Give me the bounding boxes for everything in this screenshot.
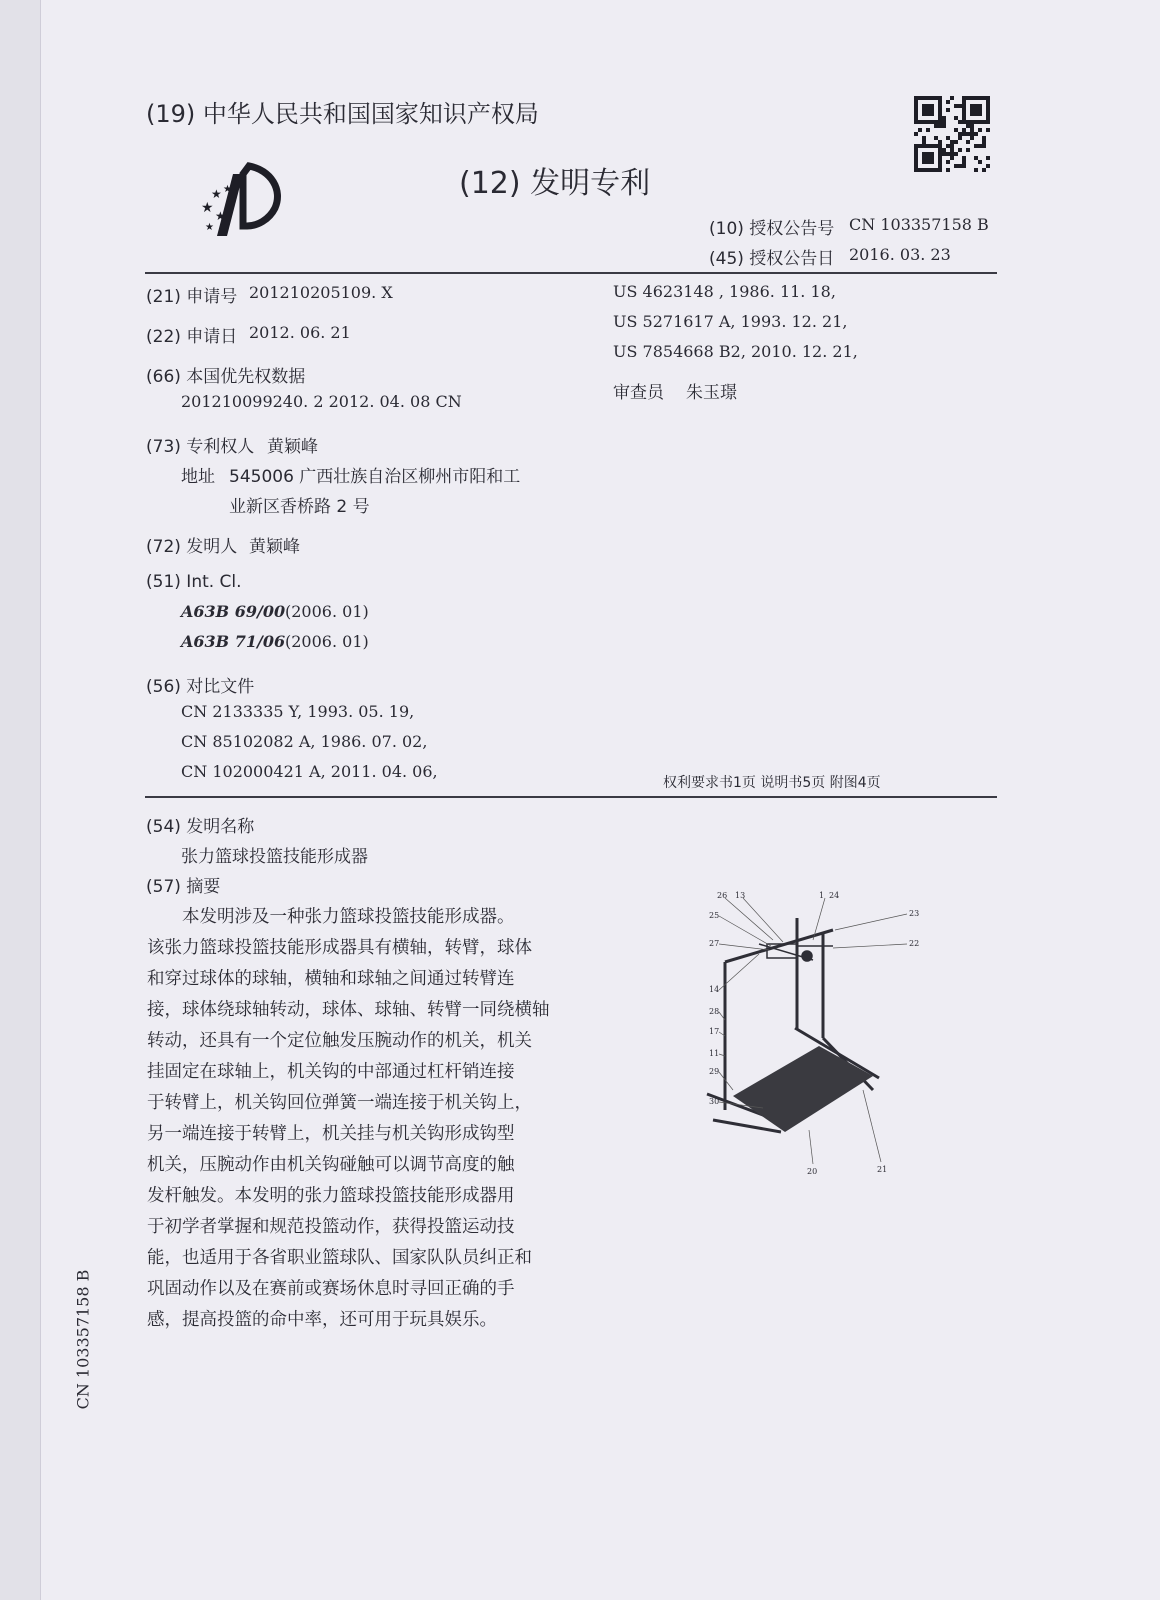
figure-label: 13 <box>735 891 746 900</box>
grant-date: 2016. 03. 23 <box>849 245 951 264</box>
examiner-label: 审查员 <box>613 383 664 403</box>
figure-label: 26 <box>717 891 728 900</box>
abstract-line: 发杆触发。本发明的张力篮球投篮技能形成器用 <box>147 1186 515 1206</box>
grant-pub-no-label: (10) 授权公告号 <box>709 219 835 239</box>
figure-label: 1 <box>819 891 825 900</box>
ref-left-3: CN 102000421 A, 2011. 04. 06, <box>181 762 438 781</box>
examiner: 朱玉璟 <box>686 383 737 403</box>
ipc-1-ver: (2006. 01) <box>285 602 369 621</box>
figure-label: 27 <box>709 939 720 948</box>
title-label: (54) 发明名称 <box>146 817 255 837</box>
svg-text:★: ★ <box>211 187 222 201</box>
ref-right-2: US 5271617 A, 1993. 12. 21, <box>613 312 848 331</box>
ref-right-3: US 7854668 B2, 2010. 12. 21, <box>613 342 858 361</box>
svg-text:★: ★ <box>205 222 214 233</box>
figure-label: 14 <box>709 985 720 994</box>
invention-title: 张力篮球投篮技能形成器 <box>181 847 368 867</box>
refs-label: (56) 对比文件 <box>146 677 255 697</box>
abstract-label: (57) 摘要 <box>146 877 221 897</box>
abstract-line: 巩固动作以及在赛前或赛场休息时寻回正确的手 <box>147 1279 515 1299</box>
app-no-label: (21) 申请号 <box>146 287 238 307</box>
figure-label: 20 <box>807 1167 818 1176</box>
figure-label: 29 <box>709 1067 720 1076</box>
priority-data: 201210099240. 2 2012. 04. 08 CN <box>181 392 462 411</box>
ipc-label: (51) Int. Cl. <box>146 572 242 592</box>
abstract-text <box>147 902 597 1336</box>
ipc-2-ver: (2006. 01) <box>285 632 369 651</box>
abstract-line: 和穿过球体的球轴，横轴和球轴之间通过转臂连 <box>147 969 515 989</box>
svg-text:★: ★ <box>201 200 214 216</box>
abstract-line: 于初学者掌握和规范投篮动作，获得投篮运动技 <box>147 1217 515 1237</box>
grant-date-label: (45) 授权公告日 <box>709 249 835 269</box>
patent-page <box>40 0 1160 1600</box>
abstract-line: 机关，压腕动作由机关钩碰触可以调节高度的触 <box>147 1155 515 1175</box>
abstract-line: 接，球体绕球轴转动，球体、球轴、转臂一同绕横轴 <box>147 1000 550 1020</box>
ipc-1-code: A63B 69/00 <box>181 602 286 621</box>
patentee-label: (73) 专利权人 <box>146 437 255 457</box>
figure-drawing <box>673 880 943 1180</box>
pages-summary: 权利要求书1页 说明书5页 附图4页 <box>663 775 881 791</box>
abstract-line: 能，也适用于各省职业篮球队、国家队队员纠正和 <box>147 1248 532 1268</box>
abstract-line: 该张力篮球投篮技能形成器具有横轴，转臂，球体 <box>147 938 532 958</box>
figure-label: 25 <box>709 911 720 920</box>
address-line2: 业新区香桥路 2 号 <box>229 497 370 517</box>
svg-text:★: ★ <box>215 209 226 223</box>
grant-pub-no: CN 103357158 B <box>849 215 989 234</box>
figure-label: 22 <box>909 939 920 948</box>
app-date: 2012. 06. 21 <box>249 323 351 342</box>
qr-code-icon <box>914 96 990 172</box>
abstract-line: 本发明涉及一种张力篮球投篮技能形成器。 <box>182 907 515 927</box>
priority-label: (66) 本国优先权数据 <box>146 367 306 387</box>
figure-label: 24 <box>829 891 840 900</box>
figure-label: 11 <box>709 1049 720 1058</box>
abstract-line: 转动，还具有一个定位触发压腕动作的机关，机关 <box>147 1031 532 1051</box>
figure-label: 23 <box>909 909 920 918</box>
address-label: 地址 <box>181 467 215 487</box>
patent-type: (12) 发明专利 <box>459 166 651 201</box>
ipc-2-code: A63B 71/06 <box>181 632 286 651</box>
patentee: 黄颖峰 <box>267 437 318 457</box>
abstract-line: 挂固定在球轴上，机关钩的中部通过杠杆销连接 <box>147 1062 515 1082</box>
ref-left-1: CN 2133335 Y, 1993. 05. 19, <box>181 702 415 721</box>
header-rule <box>145 272 997 274</box>
svg-text:★: ★ <box>223 184 232 195</box>
cnipa-logo-icon <box>199 160 289 242</box>
figure-label: 28 <box>709 1007 720 1016</box>
inventor: 黄颖峰 <box>249 537 300 557</box>
figure-label: 21 <box>877 1165 888 1174</box>
biblio-rule <box>145 796 997 798</box>
abstract-line: 于转臂上，机关钩回位弹簧一端连接于机关钩上， <box>147 1093 532 1113</box>
abstract-line: 另一端连接于转臂上，机关挂与机关钩形成钩型 <box>147 1124 515 1144</box>
ref-left-2: CN 85102082 A, 1986. 07. 02, <box>181 732 428 751</box>
app-no: 201210205109. X <box>249 283 393 302</box>
figure-label: 17 <box>709 1027 720 1036</box>
ref-right-1: US 4623148 , 1986. 11. 18, <box>613 282 836 301</box>
abstract-line: 感，提高投篮的命中率，还可用于玩具娱乐。 <box>147 1310 497 1330</box>
side-pub-number: CN 103357158 B <box>73 1269 93 1410</box>
address-line1: 545006 广西壮族自治区柳州市阳和工 <box>229 467 521 487</box>
authority-name: (19) 中华人民共和国国家知识产权局 <box>146 100 539 128</box>
inventor-label: (72) 发明人 <box>146 537 238 557</box>
figure-label: 30 <box>709 1097 720 1106</box>
app-date-label: (22) 申请日 <box>146 327 238 347</box>
